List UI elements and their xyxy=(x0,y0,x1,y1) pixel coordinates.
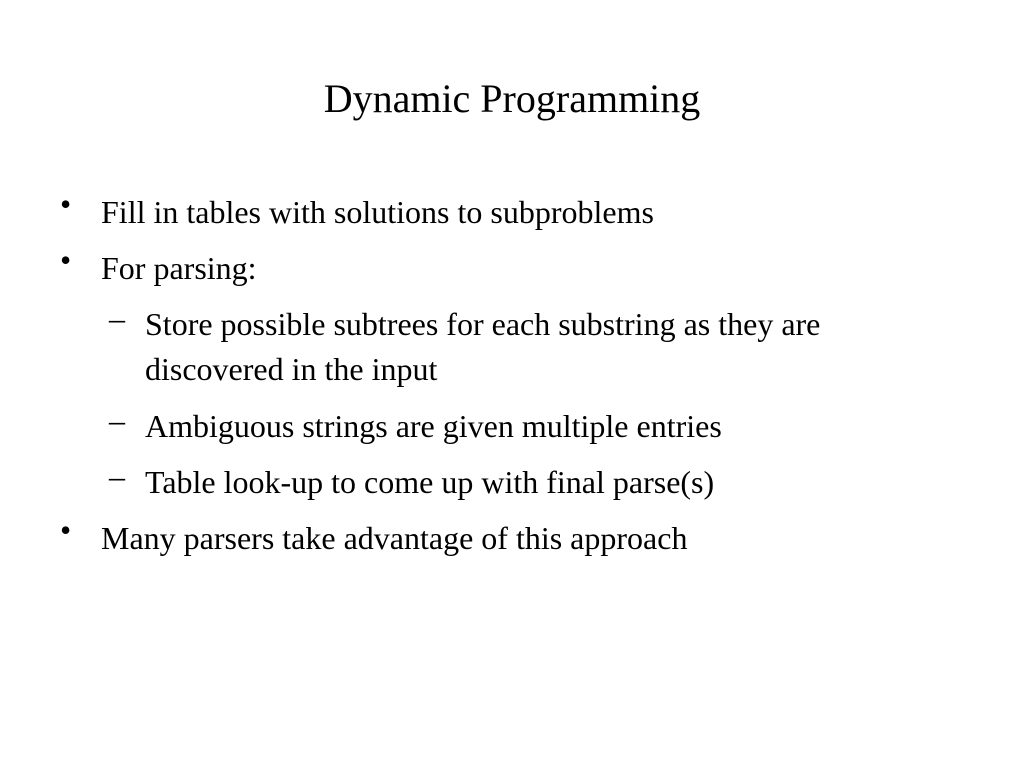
bullet-text: For parsing: xyxy=(101,250,257,286)
sub-bullet-text: Store possible subtrees for each substring as they are discovered in the input xyxy=(145,306,821,387)
bullet-marker: • xyxy=(60,186,72,222)
bullet-text: Many parsers take advantage of this approach xyxy=(101,520,688,556)
dash-marker: – xyxy=(109,300,125,336)
dash-marker: – xyxy=(109,458,125,494)
bullet-text: Fill in tables with solutions to subproblems xyxy=(101,194,654,230)
dash-marker: – xyxy=(109,402,125,438)
sub-bullet-text: Ambiguous strings are given multiple entries xyxy=(145,408,722,444)
sub-bullet-text: Table look-up to come up with final parse(s) xyxy=(145,464,715,500)
bullet-marker: • xyxy=(60,242,72,278)
bullet-marker: • xyxy=(60,512,72,548)
slide-title: Dynamic Programming xyxy=(323,76,701,121)
